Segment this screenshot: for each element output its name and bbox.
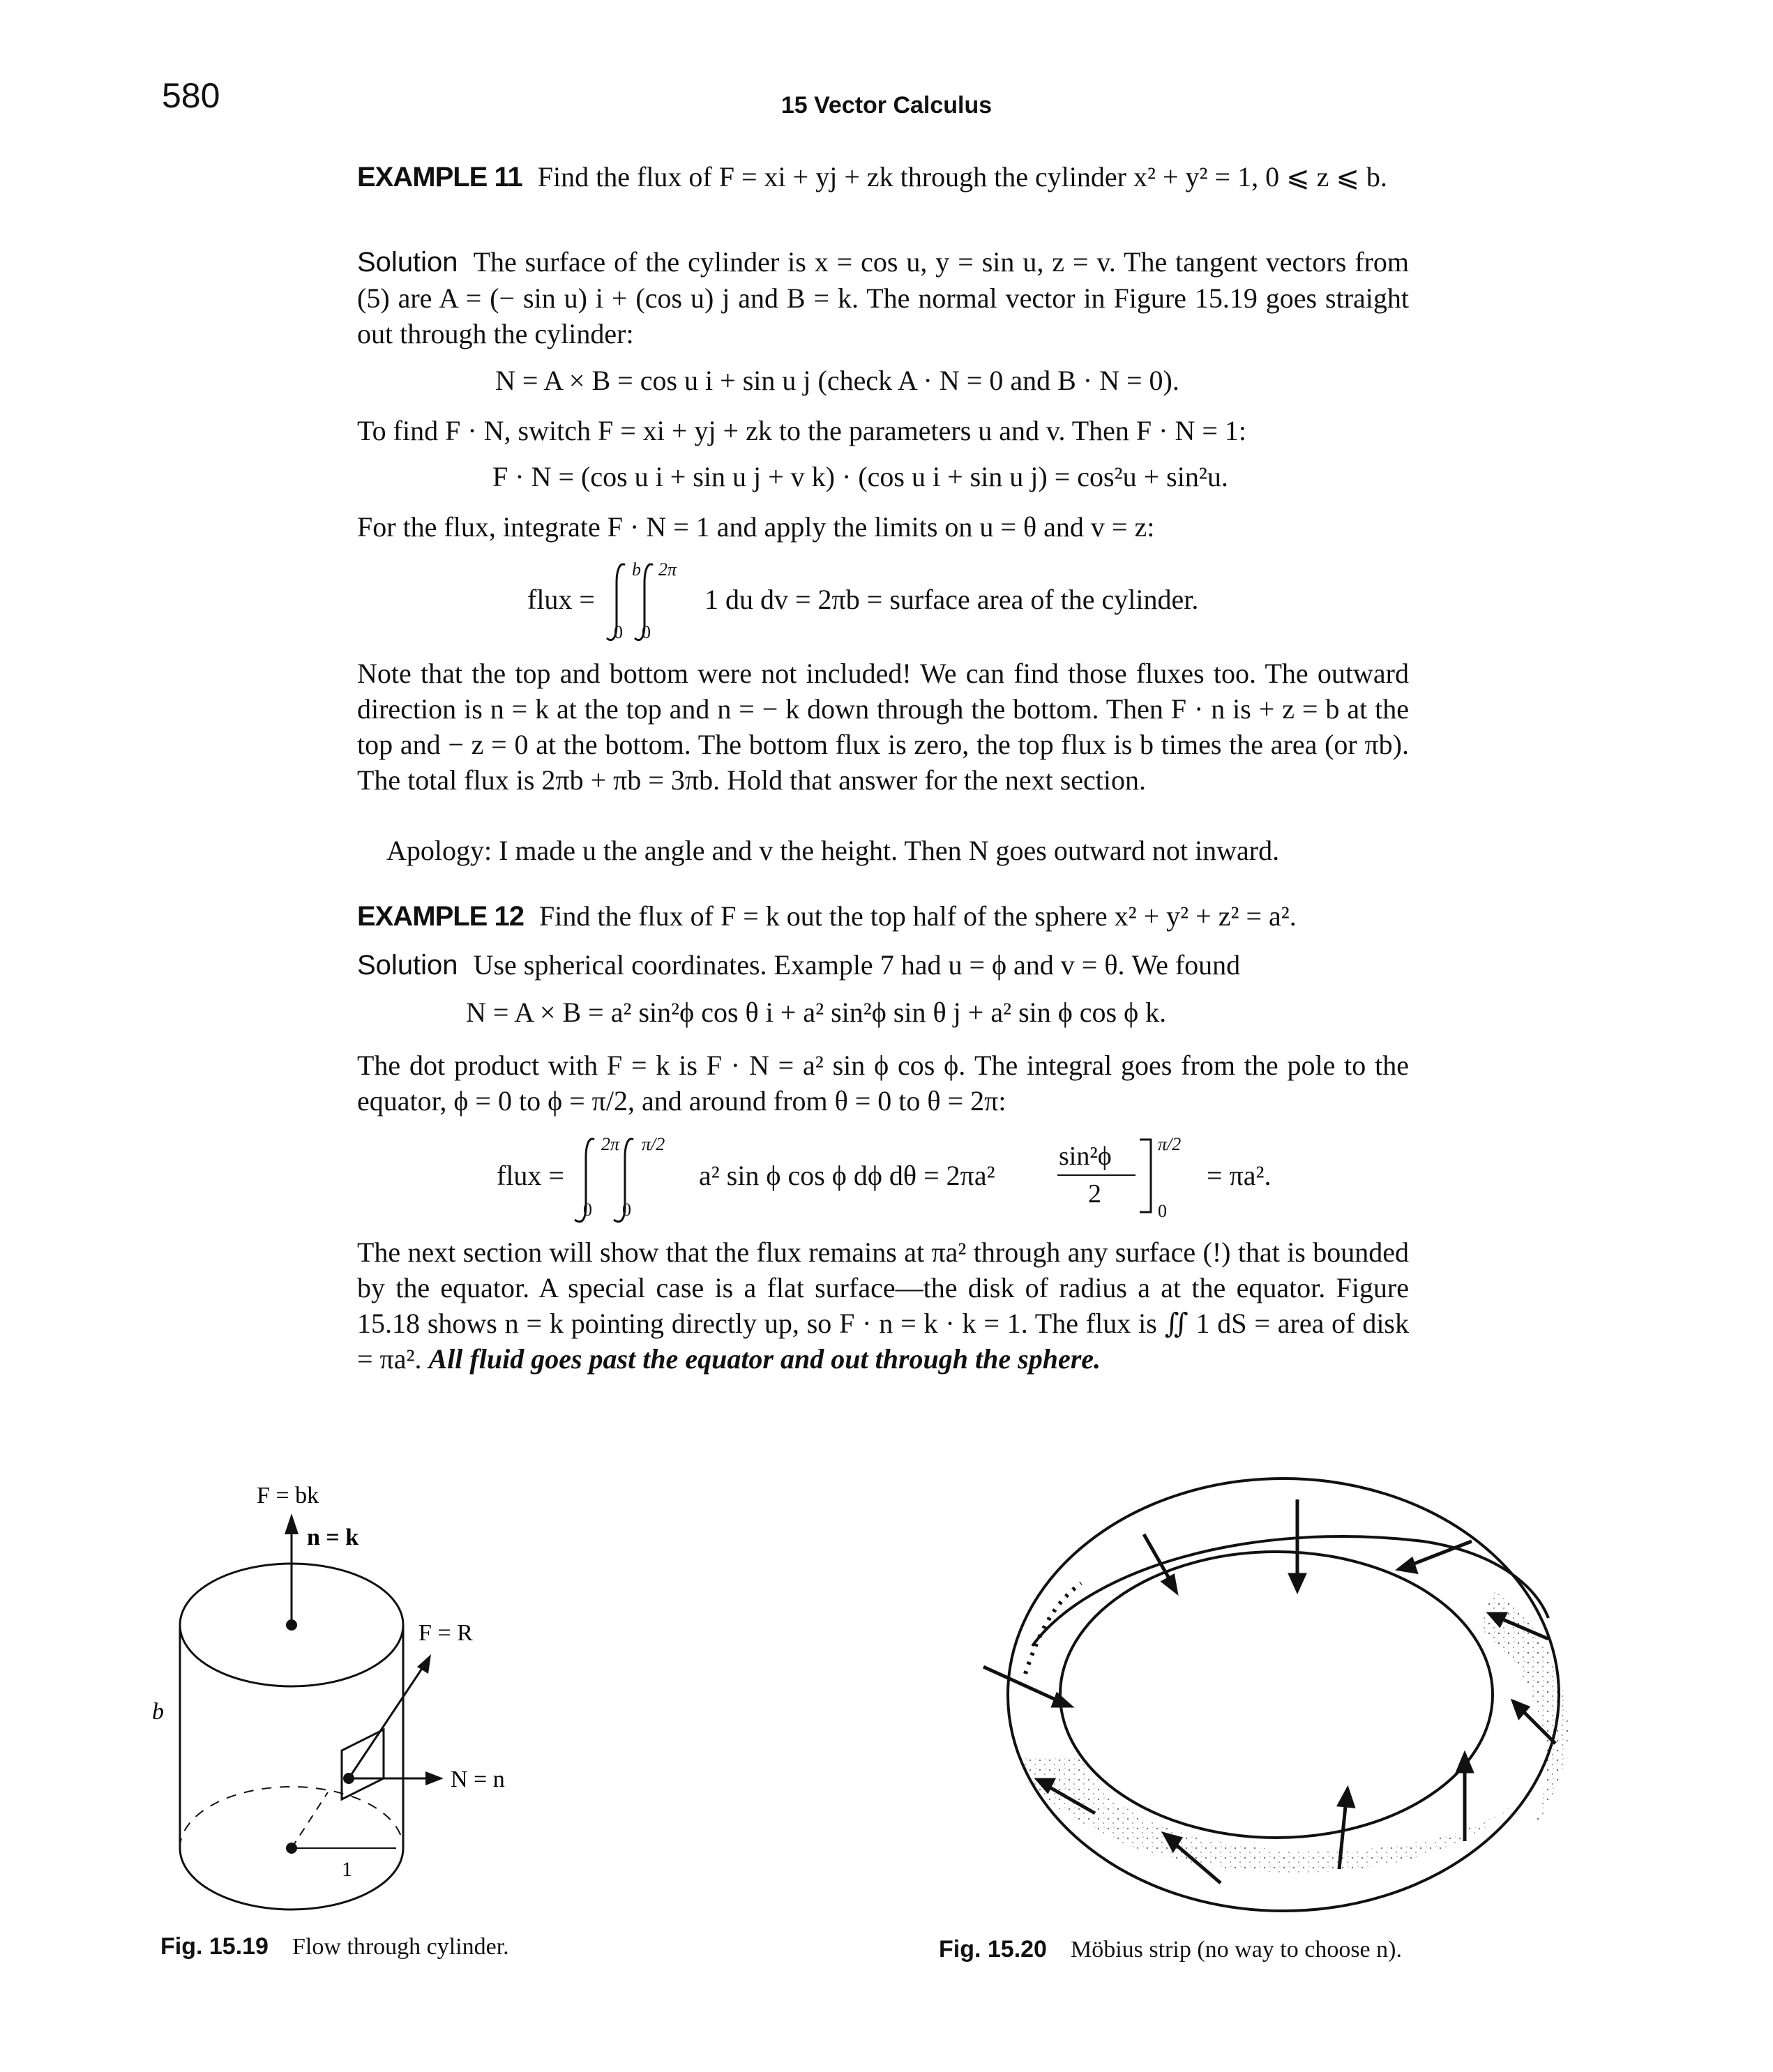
example-12-solution-label: Solution (357, 950, 458, 981)
bottom-center-dot (286, 1843, 297, 1854)
example-11-line2: To find F · N, switch F = xi + yj + zk to the parameters u and v. Then F · N = 1: (357, 415, 1247, 446)
example-12-eval-bracket (1137, 1135, 1158, 1219)
running-head: 15 Vector Calculus (780, 92, 993, 119)
label-height-b: b (152, 1699, 164, 1725)
mobius-inner-edge (1060, 1552, 1493, 1838)
example-11-statement (357, 159, 1409, 195)
surface-patch (342, 1730, 384, 1799)
n-arrowhead (285, 1513, 299, 1534)
F-R-arrow-shaft (349, 1663, 425, 1778)
example-12-lower-0a: 0 (583, 1200, 592, 1220)
example-11-upper-2pi: 2π (658, 559, 677, 580)
patch-dot (343, 1773, 354, 1784)
example-11-eq3-lhs: flux = (527, 584, 595, 615)
cylinder-bottom-back (180, 1787, 403, 1848)
example-12-upper-2pi: 2π (601, 1134, 620, 1154)
example-11-line3: For the flux, integrate F · N = 1 and apply the limits on u = θ and v = z: (357, 511, 1155, 543)
example-12-upper-pi2: π/2 (642, 1134, 665, 1154)
top-center-dot (286, 1619, 297, 1631)
figure-15-19-text: Flow through cylinder. (292, 1934, 509, 1960)
example-11-lower-0a: 0 (614, 622, 623, 642)
mobius-shaded-lower (1018, 1757, 1521, 1873)
example-11-solution (357, 244, 1409, 351)
example-12-text: Find the flux of F = k out the top half of the sphere x² + y² + z² = a². (538, 900, 1297, 932)
example-11-apology: Apology: I made u the angle and v the height. Then N goes outward not inward. (386, 835, 1280, 866)
example-11-eq3-rhs: 1 du dv = 2πb = surface area of the cylinder. (704, 584, 1199, 615)
figure-15-20-number: Fig. 15.20 (939, 1936, 1047, 1963)
example-11-label: EXAMPLE 11 (357, 162, 522, 192)
example-11-note (357, 656, 1409, 798)
example-12-lower-0b: 0 (622, 1200, 631, 1220)
example-11-eq2: F · N = (cos u i + sin u j + v k) · (cos u i + sin u j) = cos²u + sin²u. (492, 461, 1228, 492)
label-n-k: n = k (307, 1525, 359, 1550)
example-12-frac-den: 2 (1088, 1179, 1101, 1209)
dashed-projection (292, 1792, 328, 1848)
example-12-integrand: a² sin ϕ cos ϕ dϕ dθ = 2πa² (699, 1160, 995, 1191)
figure-15-20-text: Möbius strip (no way to choose n). (1070, 1937, 1402, 1963)
example-11-solution-label: Solution (357, 247, 458, 278)
label-F-bk: F = bk (257, 1483, 319, 1508)
example-11-eq1: N = A × B = cos u i + sin u j (check A · N = 0 and B · N = 0). (495, 365, 1179, 396)
figure-15-19-number: Fig. 15.19 (160, 1933, 269, 1960)
example-12-solution (357, 947, 1409, 983)
example-12-frac-num: sin²ϕ (1059, 1142, 1112, 1171)
figure-15-20-caption (939, 1936, 1402, 1963)
example-12-eq1: N = A × B = a² sin²ϕ cos θ i + a² sin²ϕ sin θ j + a² sin ϕ cos ϕ k. (466, 997, 1167, 1028)
example-12-eq2-lhs: flux = (497, 1160, 564, 1191)
label-F-R: F = R (418, 1620, 473, 1646)
example-12-result: = πa². (1207, 1160, 1272, 1191)
example-12-bracket-upper: π/2 (1158, 1134, 1182, 1154)
example-12-line2-text: The dot product with F = k is F · N = a² sin ϕ cos ϕ. The integral goes from the pole to the equator, ϕ = 0 to ϕ = π/2, and around from θ = 0 to θ = 2π: (357, 1050, 1409, 1117)
figure-15-20-mobius (921, 1465, 1632, 1939)
example-11-lower-0b: 0 (642, 622, 651, 642)
figure-15-19-cylinder (139, 1479, 572, 1932)
example-12-emphasis: All fluid goes past the equator and out through the sphere. (428, 1343, 1101, 1375)
mobius-outer-edge (1008, 1479, 1559, 1911)
N-arrowhead (425, 1771, 444, 1785)
example-12-next-text: The next section will show that the flux remains at πa² through any surface (!) that is bounded by the equator. A special case is a flat surface—the disk of radius a at the equator. Figure 15.18 shows n = k pointing directly up, so F · n = k · k = 1. The flux is ∬ 1 dS = area of disk = πa². (357, 1237, 1409, 1375)
example-11-note-text: Note that the top and bottom were not included! We can find those fluxes too. The outward direction is n = k at the top and n = − k down through the bottom. Then F · n is + z = b at the top and − z = 0 at the bottom. The bottom flux is zero, the top flux is b times the area (or πb). The total flux is 2πb + πb = 3πb. Hold that answer for the next section. (357, 658, 1409, 796)
page-number: 580 (162, 76, 220, 115)
example-12-frac-bar (1057, 1174, 1136, 1176)
example-12-bracket-lower: 0 (1158, 1201, 1167, 1221)
arrow-10 (983, 1667, 1060, 1702)
mobius-twist-dotted (1025, 1583, 1081, 1674)
cylinder-bottom-front (180, 1848, 403, 1910)
example-12-next (357, 1234, 1409, 1377)
figure-15-19-caption (160, 1933, 509, 1960)
example-12-solution-text: Use spherical coordinates. Example 7 had u = ϕ and v = θ. We found (473, 949, 1241, 981)
example-12-statement (357, 898, 1409, 935)
example-11-solution-text: The surface of the cylinder is x = cos u, y = sin u, z = v. The tangent vectors from (5) are A = (− sin u) i + (cos u) j and B = k. The normal vector in Figure 15.19 goes straight out through the cylinder: (357, 246, 1409, 349)
example-12-label: EXAMPLE 12 (357, 901, 524, 932)
example-11-upper-b: b (632, 559, 641, 580)
example-11-text: Find the flux of F = xi + yj + zk through the cylinder x² + y² = 1, 0 ⩽ z ⩽ b. (537, 161, 1387, 192)
example-12-line2 (357, 1048, 1409, 1119)
label-radius-1: 1 (342, 1858, 352, 1881)
label-N-n: N = n (451, 1767, 505, 1792)
